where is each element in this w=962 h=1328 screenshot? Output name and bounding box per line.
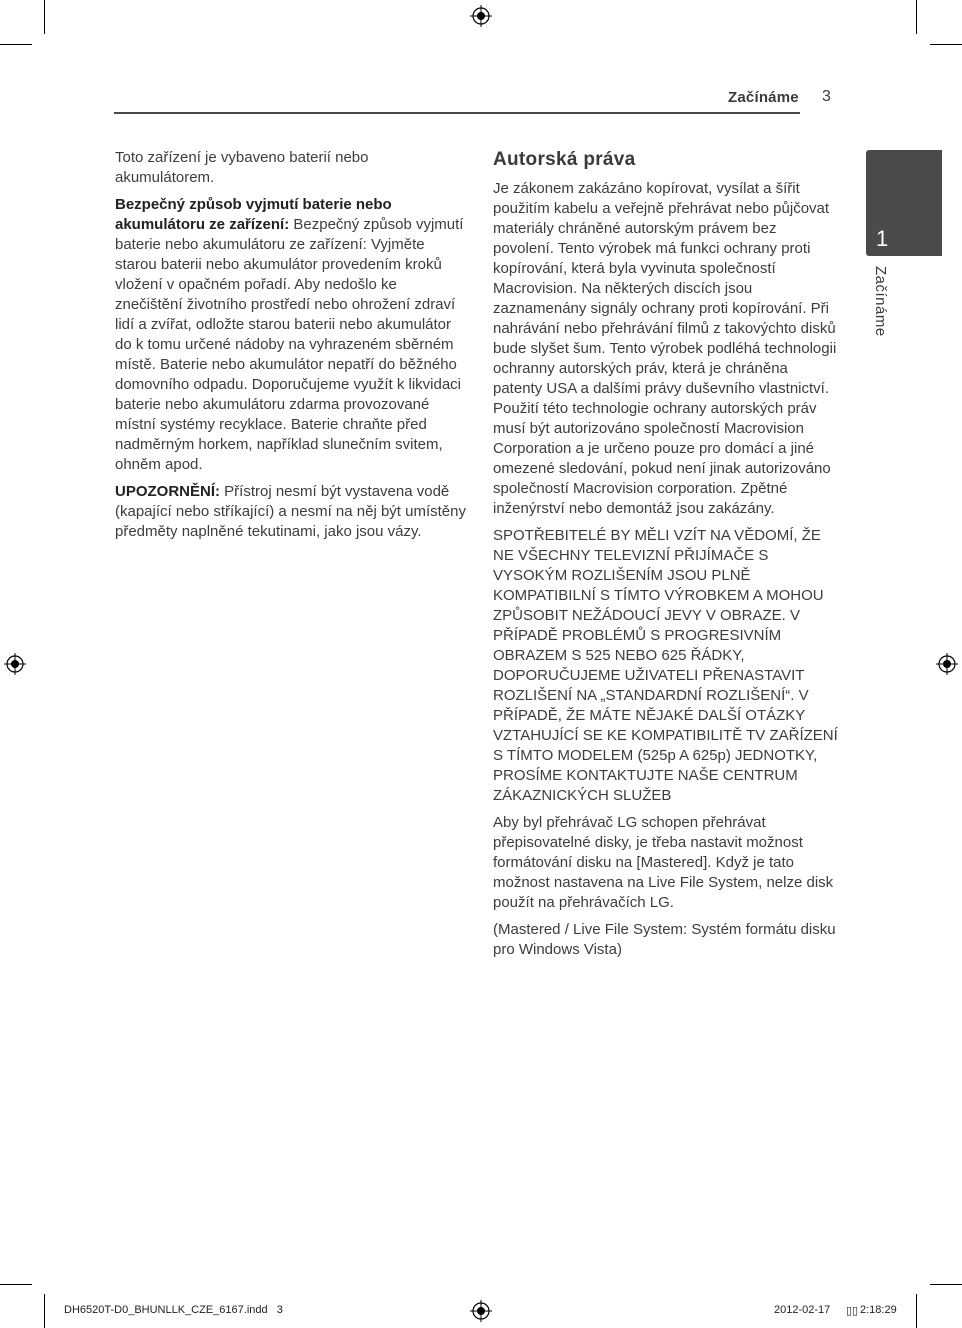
footer-time: 2:18:29 [860, 1304, 897, 1316]
crop-mark [916, 0, 917, 34]
footer-time-marker: ▯▯ [846, 1305, 859, 1317]
crop-mark [0, 44, 32, 45]
header-divider [114, 112, 800, 114]
registration-mark-icon [4, 653, 26, 675]
crop-mark [44, 1294, 45, 1328]
chapter-number: 1 [876, 226, 889, 251]
footer-file-name: DH6520T-D0_BHUNLLK_CZE_6167.indd 3 [64, 1304, 283, 1316]
registration-mark-icon [936, 653, 958, 675]
battery-removal-paragraph [115, 195, 467, 475]
crop-mark [930, 44, 962, 45]
registration-mark-icon [470, 5, 492, 27]
copyright-title: Autorská práva [493, 149, 636, 170]
crop-mark [0, 1284, 32, 1285]
warning-paragraph [115, 482, 467, 542]
copyright-paragraph: Je zákonem zakázáno kopírovat, vysílat a šířit použitím kabelu a veřejně přehrávat nebo půjčovat materiály chráněné autorským právem bez povolení. Tento výrobek má funkci ochrany proti kopírování, která byla vyvinuta společností Macrovision. Na některých discích jsou zaznamenány signály ochrany proti kopírování. Při nahrávání nebo přehrávání filmů z takovýchto disků bude slyšet šum. Tento výrobek podléhá technologii ochranny autorských práv, která je chráněna patenty USA a dalšími právy duševního vlastnictví. Použití této technologie ochrany autorských práv musí být autorizováno společností Macrovision Corporation a je určeno pouze pro domácí a jiné omezené sledování, pokud není jinak autorizováno společností Macrovision corporation. Zpětné inženýrství nebo demontáž jsou zakázány. [493, 180, 837, 517]
battery-removal-text: Bezpečný způsob vyjmutí baterie nebo akumulátoru ze zařízení: Vyjměte starou baterii nebo akumulátor provedením kroků vložení v opačném pořadí. Aby nedošlo ke znečištění životního prostředí nebo ohrožení zdraví lidí a zvířat, odložte starou baterii nebo akumulátor do k tomu určené nádoby na vyhrazeném sběrném místě. Baterie nebo akumulátor nepatří do běžného domovního odpadu. Doporučujeme využít k likvidaci baterie nebo akumulátoru zdarma provozované místní systémy recyklace. Baterie chraňte před nadměrným horkem, například slunečním svitem, ohněm apod. [115, 216, 464, 473]
footer-date: 2012-02-17 [774, 1304, 831, 1316]
rewritable-disc-paragraph: Aby byl přehrávač LG schopen přehrávat přepisovatelné disky, je třeba nastavit možnost formátování disku na [Mastered]. Když je tato možnost nastavena na Live File System, nelze disk použít na přehrávačích LG. [493, 814, 834, 911]
right-column [493, 148, 838, 967]
battery-intro-paragraph: Toto zařízení je vybaveno baterií nebo akumulátorem. [115, 149, 369, 186]
hd-compatibility-notice: SPOTŘEBITELÉ BY MĚLI VZÍT NA VĚDOMÍ, ŽE NE VŠECHNY TELEVIZNÍ PŘIJÍMAČE S VYSOKÝM ROZLIŠENÍM JSOU PLNĚ KOMPATIBILNÍ S TÍMTO VÝROBKEM A MOHOU ZPŮSOBIT NEŽÁDOUCÍ JEVY V OBRAZE. V PŘÍPADĚ PROBLÉMŮ S PROGRESIVNÍM OBRAZEM S 525 NEBO 625 ŘÁDKY, DOPORUČUJEME UŽIVATELI PŘENASTAVIT ROZLIŠENÍ NA „STANDARDNÍ ROZLIŠENÍ“. V PŘÍPADĚ, ŽE MÁTE NĚJAKÉ DALŠÍ OTÁZKY VZTAHUJÍCÍ SE KE KOMPATIBILITĚ TV ZAŘÍZENÍ S TÍMTO MODELEM (525p A 625p) JEDNOTKY, PROSÍME KONTAKTUJTE NAŠE CENTRUM ZÁKAZNICKÝCH SLUŽEB [493, 527, 838, 804]
warning-label: UPOZORNĚNÍ: [115, 483, 220, 500]
crop-mark [44, 0, 45, 34]
file-system-note: (Mastered / Live File System: Systém formátu disku pro Windows Vista) [493, 921, 836, 958]
left-column [115, 148, 467, 549]
registration-mark-icon [470, 1300, 492, 1322]
warning-text: Přístroj nesmí být vystavena vodě (kapající nebo stříkající) a nesmí na něj být umístěny předměty naplněné tekutinami, jako jsou vázy. [115, 483, 466, 540]
header-section-title: Začínáme [728, 89, 799, 106]
crop-mark [916, 1294, 917, 1328]
chapter-label: Začínáme [872, 266, 889, 337]
crop-mark [930, 1284, 962, 1285]
page-number: 3 [822, 88, 831, 105]
battery-removal-heading: Bezpečný způsob vyjmutí baterie nebo akumulátoru ze zařízení: [115, 196, 392, 233]
